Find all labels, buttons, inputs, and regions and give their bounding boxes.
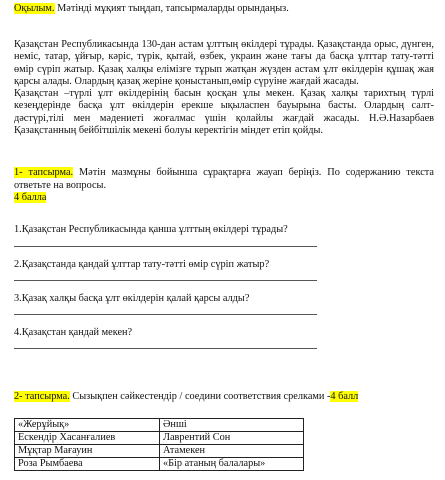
task-1-score-line bbox=[14, 192, 434, 204]
answer-line-1[interactable] bbox=[14, 246, 317, 247]
table-cell[interactable]: Лаврентий Сон bbox=[160, 431, 304, 444]
task-2-instruction bbox=[14, 391, 434, 403]
table-cell[interactable]: «Жерұйық» bbox=[15, 418, 160, 431]
task-2-label: 2- тапсырма. bbox=[14, 391, 70, 403]
table-cell[interactable]: Әнші bbox=[160, 418, 304, 431]
answer-line-4[interactable] bbox=[14, 348, 317, 349]
task-1-score: 4 балла bbox=[14, 191, 47, 203]
document-page bbox=[14, 3, 434, 471]
question-2: 2.Қазақстанда қандай ұлттар тату-тәтті өмір сүріп жатыр? bbox=[14, 258, 270, 270]
answer-line-3[interactable] bbox=[14, 314, 317, 315]
section-label: Оқылым. bbox=[14, 3, 55, 14]
task-2-score: 4 балл bbox=[330, 391, 359, 403]
task-1-label: 1- тапсырма. bbox=[14, 167, 74, 179]
task-1 bbox=[14, 167, 434, 349]
text-paragraph-2: Қазақстан –түрлі ұлт өкілдерінің басын қосқан ұлы мекен. Қазақ халқы тарихтың түрлі кезеңдерінде басқа ұлт өкілдерін ерекше ықыласпен бауырына басты. Олардың салт-дәстүрі,тілі мен мәдениеті жоғалмас үшін қолайлы жағдай жасады. Н.Ә.Назарбаев Қазақстанның бейбітшілік мекені болуы керектігін міндет етіп қойды. bbox=[14, 88, 434, 137]
table-cell[interactable]: Ескендір Хасанғалиев bbox=[15, 431, 160, 444]
task-2-text: Сызықпен сәйкестендір / соедини соответствия срелками - bbox=[69, 391, 331, 403]
task-2 bbox=[14, 391, 434, 470]
section-heading bbox=[14, 3, 434, 17]
task-1-instruction bbox=[14, 167, 434, 192]
answer-line-2[interactable] bbox=[14, 280, 317, 281]
matching-table bbox=[14, 418, 304, 471]
table-cell[interactable]: «Бір атаның балалары» bbox=[160, 457, 304, 470]
table-cell[interactable]: Мұқтар Мағауин bbox=[15, 444, 160, 457]
table-row bbox=[15, 431, 304, 444]
question-4: 4.Қазақстан қандай мекен? bbox=[14, 327, 133, 339]
table-row bbox=[15, 457, 304, 470]
question-1: 1.Қазақстан Республикасында қанша ұлттың өкілдері тұрады? bbox=[14, 224, 288, 236]
section-instruction: Мәтінді мұқият тыңдап, тапсырмаларды орындаңыз. bbox=[54, 3, 289, 14]
table-row bbox=[15, 418, 304, 431]
table-row bbox=[15, 444, 304, 457]
task-1-text: Мәтін мазмұны бойынша сұрақтарға жауап беріңіз. По содержанию текста ответьте на вопросы. bbox=[14, 167, 434, 191]
table-cell[interactable]: Роза Рымбаева bbox=[15, 457, 160, 470]
text-paragraph-1: Қазақстан Республикасында 130-дан астам ұлттың өкілдері тұрады. Қазақстанда орыс, дүнген, неміс, татар, ұйғыр, кәріс, түрік, қытай, өзбек, украин және тағы да басқа ұлттар тату-тәтті өмір сүріп жатыр. Қазақ халқы елімізге тұрып жатқан жүзден астам ұлт өкілдерін құшақ жая қарсы алады. Олардың қазақ жеріне қоныстанып,өмір сүруіне жағдай жасады. bbox=[14, 39, 434, 87]
question-3: 3.Қазақ халқы басқа ұлт өкілдерін қалай қарсы алды? bbox=[14, 292, 250, 304]
table-cell[interactable]: Атамекен bbox=[160, 444, 304, 457]
